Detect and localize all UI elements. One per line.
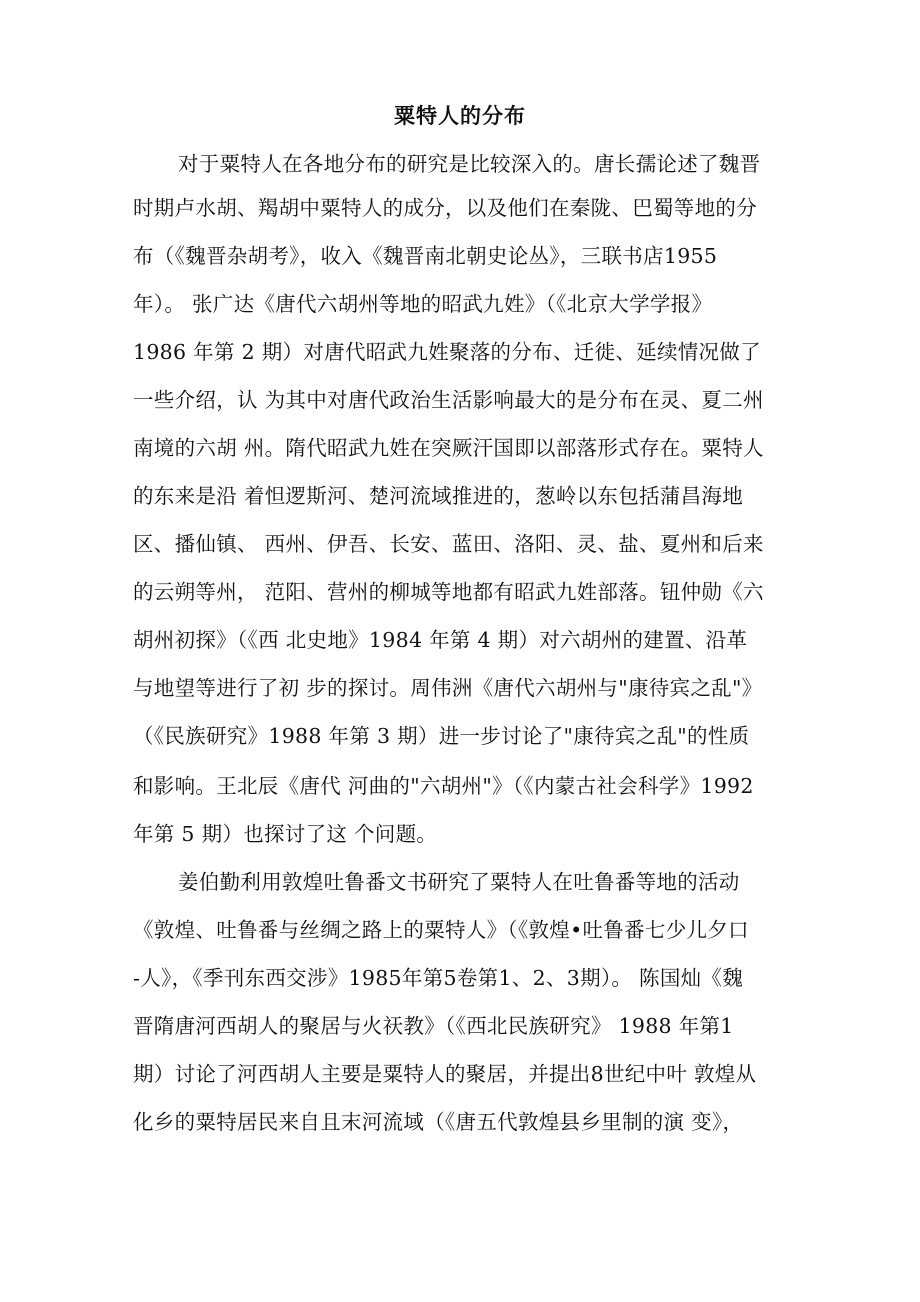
paragraph-2-line-1: 姜伯勤利用敦煌吐鲁番文书研究了粟特人在吐鲁番等地的活动 <box>178 870 740 894</box>
paragraph-2-line-5: 期）讨论了河西胡人主要是粟特人的聚居，并提出8世纪中叶 敦煌从 <box>133 1062 757 1086</box>
paragraph-1-line-1: 对于粟特人在各地分布的研究是比较深入的。唐长孺论述了魏晋 <box>178 152 761 176</box>
paragraph-1-line-8: 的东来是沿 着怛逻斯河、楚河流域推进的，葱岭以东包括蒲昌海地 <box>133 484 744 508</box>
paragraph-1-line-7: 南境的六胡 州。隋代昭武九姓在突厥汗国即以部落形式存在。粟特人 <box>133 436 764 460</box>
paragraph-2-line-3: -人》，《季刊东西交涉》1985年第5卷第1、2、3期）。 陈国灿《魏 <box>133 966 744 990</box>
paragraph-1-line-14: 和影响。王北辰《唐代 河曲的"六胡州"》（《内蒙古社会科学》1992 <box>133 774 754 798</box>
paragraph-2-line-4: 晋隋唐河西胡人的聚居与火祆教》（《西北民族研究》 1988 年第1 <box>133 1014 734 1038</box>
paragraph-1-line-2: 时期卢水胡、羯胡中粟特人的成分，以及他们在秦陇、巴蜀等地的分 <box>133 196 757 220</box>
paragraph-1-line-3: 布（《魏晋杂胡考》，收入《魏晋南北朝史论丛》，三联书店1955 <box>133 244 718 268</box>
paragraph-1-line-12: 与地望等进行了初 步的探讨。周伟洲《唐代六胡州与"康待宾之乱"》 <box>133 676 763 700</box>
document-title: 粟特人的分布 <box>394 103 526 128</box>
paragraph-1-line-13: （《民族研究》1988 年第 3 期）进一步讨论了"康待宾之乱"的性质 <box>133 724 750 748</box>
paragraph-1-line-15: 年第 5 期）也探讨了这 个问题。 <box>133 822 438 846</box>
paragraph-2-line-2: 《敦煌、吐鲁番与丝绸之路上的粟特人》（《敦煌•吐鲁番七少儿夕口 <box>133 918 749 942</box>
paragraph-1-line-10: 的云朔等州， 范阳、营州的柳城等地都有昭武九姓部落。钮仲勋《六 <box>133 580 764 604</box>
paragraph-1-line-11: 胡州初探》（《西 北史地》1984 年第 4 期）对六胡州的建置、沿革 <box>133 628 748 652</box>
paragraph-1-line-9: 区、播仙镇、 西州、伊吾、长安、蓝田、洛阳、灵、盐、夏州和后来 <box>133 532 764 556</box>
paragraph-1-line-6: 一些介绍，认 为其中对唐代政治生活影响最大的是分布在灵、夏二州 <box>133 388 764 412</box>
paragraph-1-line-5: 1986 年第 2 期）对唐代昭武九姓聚落的分布、迁徙、延续情况做了 <box>133 340 761 364</box>
paragraph-1-line-4: 年）。 张广达《唐代六胡州等地的昭武九姓》（《北京大学学报》 <box>133 292 713 316</box>
paragraph-2-line-6: 化乡的粟特居民来自且末河流域（《唐五代敦煌县乡里制的演 变》， <box>133 1110 744 1134</box>
